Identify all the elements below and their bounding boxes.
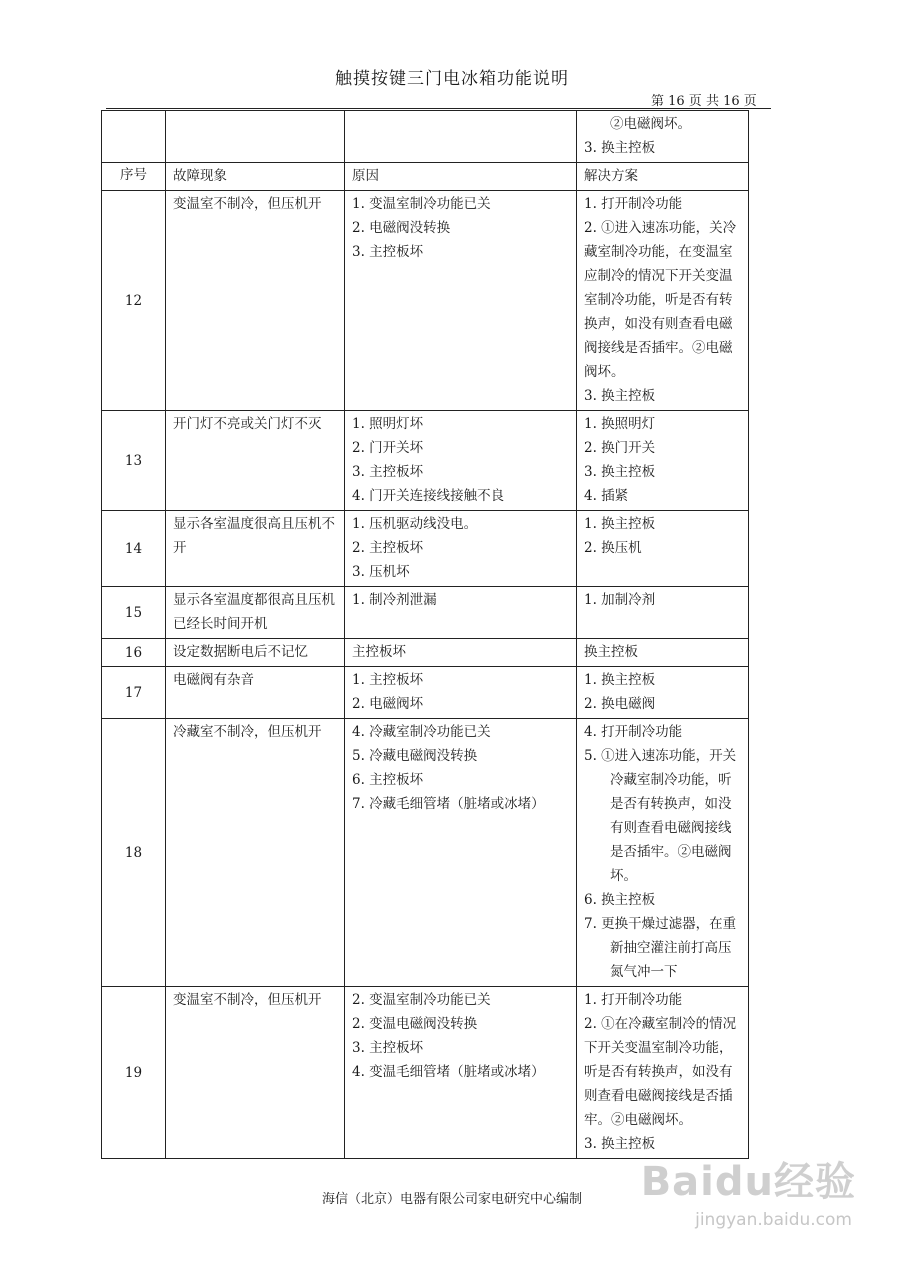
cause-cell	[345, 587, 577, 639]
solution-line: 6. 换主控板	[584, 892, 656, 908]
cause-line: 3. 压机坏	[352, 564, 410, 580]
cause-line: 1. 制冷剂泄漏	[352, 592, 437, 608]
solution-cell	[577, 111, 749, 163]
solution-line: 2. 换门开关	[584, 440, 656, 456]
solution-line: 2. 换电磁阀	[584, 696, 656, 712]
symptom-cell	[166, 587, 345, 639]
solution-line: 3. 换主控板	[584, 388, 656, 404]
solution-line: 5. ①进入速冻功能，开关冷藏室制冷功能，听是否有转换声，如没有则查看电磁阀接线是否插牢。②电磁阀坏。	[584, 748, 737, 884]
row-number: 15	[102, 587, 166, 639]
solution-line: 1. 换照明灯	[584, 416, 656, 432]
cause-line: 7. 冷藏毛细管堵（脏堵或冰堵）	[352, 796, 545, 812]
cause-cell	[345, 667, 577, 719]
symptom-cell	[166, 191, 345, 411]
solution-cell	[577, 667, 749, 719]
cause-line: 3. 主控板坏	[352, 244, 424, 260]
solution-line: 7. 更换干燥过滤器，在重新抽空灌注前打高压氮气冲一下	[584, 916, 737, 980]
symptom-cell	[166, 719, 345, 987]
symptom-text: 变温室不制冷，但压机开	[173, 196, 322, 212]
solution-cell	[577, 191, 749, 411]
solution-line: ②电磁阀坏。	[610, 116, 691, 132]
solution-line: 4. 插紧	[584, 488, 629, 504]
cause-line: 1. 照明灯坏	[352, 416, 424, 432]
symptom-cell	[166, 511, 345, 587]
table-row-continued	[102, 111, 749, 163]
solution-line: 3. 换主控板	[584, 140, 656, 156]
table-row	[102, 639, 749, 667]
solution-line: 1. 打开制冷功能	[584, 196, 683, 212]
solution-line: 3. 换主控板	[584, 1136, 656, 1152]
solution-cell	[577, 411, 749, 511]
table-row	[102, 667, 749, 719]
solution-line: 2. ①在冷藏室制冷的情况下开关变温室制冷功能，听是否有转换声，如没有则查看电磁阀接线是否插牢。②电磁阀坏。	[584, 1016, 737, 1128]
watermark-url: jingyan.baidu.com	[695, 1210, 852, 1230]
baidu-watermark	[640, 1150, 856, 1245]
table-header-row	[102, 163, 749, 191]
symptom-cell	[166, 639, 345, 667]
cause-line: 2. 门开关坏	[352, 440, 424, 456]
cause-line: 5. 冷藏电磁阀没转换	[352, 748, 478, 764]
solution-line: 1. 打开制冷功能	[584, 992, 683, 1008]
column-header-number: 序号	[102, 163, 166, 191]
cause-line: 2. 变温电磁阀没转换	[352, 1016, 478, 1032]
row-number: 16	[102, 639, 166, 667]
cause-line: 2. 电磁阀坏	[352, 696, 424, 712]
cause-cell	[345, 719, 577, 987]
solution-line: 2. ①进入速冻功能，关冷藏室制冷功能，在变温室应制冷的情况下开关变温室制冷功能，听是否有转换声，如没有则查看电磁阀接线是否插牢。②电磁阀坏。	[584, 220, 737, 380]
cause-line: 3. 主控板坏	[352, 464, 424, 480]
table-row	[102, 411, 749, 511]
solution-line: 2. 换压机	[584, 540, 642, 556]
cause-line: 1. 压机驱动线没电。	[352, 516, 478, 532]
column-header-cause: 原因	[345, 163, 577, 191]
table-row	[102, 191, 749, 411]
cause-line: 4. 变温毛细管堵（脏堵或冰堵）	[352, 1064, 545, 1080]
solution-line: 1. 换主控板	[584, 516, 656, 532]
cause-line: 主控板坏	[352, 644, 406, 660]
cause-line: 4. 冷藏室制冷功能已关	[352, 724, 491, 740]
cause-cell	[345, 191, 577, 411]
row-number: 19	[102, 987, 166, 1159]
cause-cell	[345, 639, 577, 667]
solution-line: 3. 换主控板	[584, 464, 656, 480]
row-number: 13	[102, 411, 166, 511]
row-number: 18	[102, 719, 166, 987]
symptom-text: 显示各室温度都很高且压机已经长时间开机	[173, 592, 335, 632]
watermark-logo: Baidu经验	[640, 1159, 856, 1205]
cause-line: 6. 主控板坏	[352, 772, 424, 788]
cause-line: 2. 变温室制冷功能已关	[352, 992, 491, 1008]
cause-cell	[345, 987, 577, 1159]
symptom-text: 开门灯不亮或关门灯不灭	[173, 416, 322, 432]
symptom-text: 冷藏室不制冷，但压机开	[173, 724, 322, 740]
symptom-text: 显示各室温度很高且压机不开	[173, 516, 335, 556]
table-row	[102, 511, 749, 587]
solution-line: 1. 换主控板	[584, 672, 656, 688]
symptom-cell	[166, 987, 345, 1159]
cause-cell	[345, 111, 577, 163]
row-number	[102, 111, 166, 163]
symptom-cell	[166, 111, 345, 163]
document-title: 触摸按键三门电冰箱功能说明	[335, 69, 569, 89]
row-number: 17	[102, 667, 166, 719]
cause-line: 1. 主控板坏	[352, 672, 424, 688]
symptom-text: 电磁阀有杂音	[173, 672, 254, 688]
cause-line: 2. 主控板坏	[352, 540, 424, 556]
header-rule	[106, 108, 771, 109]
solution-cell	[577, 719, 749, 987]
row-number: 12	[102, 191, 166, 411]
cause-line: 3. 主控板坏	[352, 1040, 424, 1056]
column-header-symptom: 故障现象	[166, 163, 345, 191]
troubleshooting-table	[101, 110, 749, 1159]
solution-line: 1. 加制冷剂	[584, 592, 656, 608]
solution-line: 4. 打开制冷功能	[584, 724, 683, 740]
cause-line: 1. 变温室制冷功能已关	[352, 196, 491, 212]
solution-line: 换主控板	[584, 644, 638, 660]
footer-text: 海信（北京）电器有限公司家电研究中心编制	[321, 1192, 582, 1207]
solution-cell	[577, 987, 749, 1159]
cause-line: 2. 电磁阀没转换	[352, 220, 451, 236]
symptom-text: 设定数据断电后不记忆	[173, 644, 308, 660]
solution-cell	[577, 511, 749, 587]
solution-cell	[577, 587, 749, 639]
symptom-cell	[166, 411, 345, 511]
cause-cell	[345, 511, 577, 587]
row-number: 14	[102, 511, 166, 587]
cause-cell	[345, 411, 577, 511]
cause-line: 4. 门开关连接线接触不良	[352, 488, 505, 504]
symptom-cell	[166, 667, 345, 719]
table-row	[102, 987, 749, 1159]
solution-cell	[577, 639, 749, 667]
table-row	[102, 587, 749, 639]
symptom-text: 变温室不制冷，但压机开	[173, 992, 322, 1008]
column-header-solution: 解决方案	[577, 163, 749, 191]
page-number: 第 16 页 共 16 页	[651, 94, 757, 109]
table-row	[102, 719, 749, 987]
